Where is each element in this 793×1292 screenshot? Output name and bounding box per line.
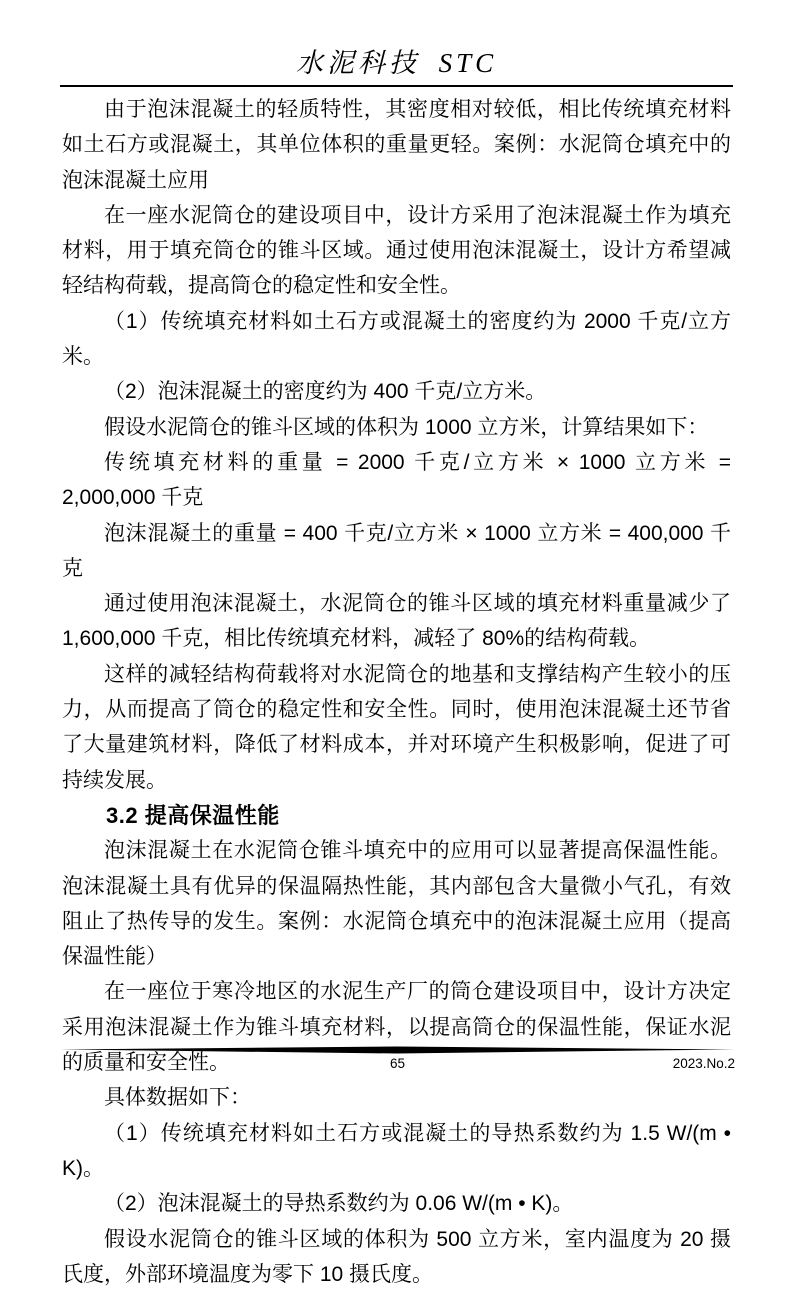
paragraph: 假设水泥筒仓的锥斗区域的体积为 500 立方米，室内温度为 20 摄氏度，外部环境温度为零下 10 摄氏度。 [62,1222,731,1292]
paragraph: 假设水泥筒仓的锥斗区域的体积为 1000 立方米，计算结果如下： [62,410,731,445]
journal-title: 水泥科技 STC [60,42,733,84]
paragraph: 具体数据如下： [62,1080,731,1115]
issue-number: 2023.No.2 [673,1054,735,1074]
paragraph: （2）泡沫混凝土的导热系数约为 0.06 W/(m • K)。 [62,1186,731,1221]
formula-line: 泡沫混凝土的重量 = 400 千克/立方米 × 1000 立方米 = 400,000 千克 [62,516,731,587]
paragraph: 在一座位于寒冷地区的水泥生产厂的筒仓建设项目中，设计方决定采用泡沫混凝土作为锥斗填充材料，以提高筒仓的保温性能，保证水泥的质量和安全性。 [62,974,731,1080]
document-body [62,92,731,1292]
page-footer [60,1046,735,1074]
paragraph: 这样的减轻结构荷载将对水泥筒仓的地基和支撑结构产生较小的压力，从而提高了筒仓的稳定性和安全性。同时，使用泡沫混凝土还节省了大量建筑材料，降低了材料成本，并对环境产生积极影响，促进了可持续发展。 [62,657,731,798]
paragraph: （2）泡沫混凝土的密度约为 400 千克/立方米。 [62,374,731,409]
page-header [60,0,733,84]
paragraph: 通过使用泡沫混凝土，水泥筒仓的锥斗区域的填充材料重量减少了 1,600,000 千克，相比传统填充材料，减轻了 80%的结构荷载。 [62,586,731,657]
paragraph: （1）传统填充材料如土石方或混凝土的导热系数约为 1.5 W/(m • K)。 [62,1116,731,1187]
formula-line: 传统填充材料的重量 = 2000 千克/立方米 × 1000 立方米 = 2,000,000 千克 [62,445,731,516]
paragraph: （1）传统填充材料如土石方或混凝土的密度约为 2000 千克/立方米。 [62,304,731,375]
paragraph: 在一座水泥筒仓的建设项目中，设计方采用了泡沫混凝土作为填充材料，用于填充筒仓的锥斗区域。通过使用泡沫混凝土，设计方希望减轻结构荷载，提高筒仓的稳定性和安全性。 [62,198,731,304]
page-number: 65 [60,1054,735,1074]
paragraph: 由于泡沫混凝土的轻质特性，其密度相对较低，相比传统填充材料如土石方或混凝土，其单位体积的重量更轻。案例：水泥筒仓填充中的泡沫混凝土应用 [62,92,731,198]
paragraph: 泡沫混凝土在水泥筒仓锥斗填充中的应用可以显著提高保温性能。泡沫混凝土具有优异的保温隔热性能，其内部包含大量微小气孔，有效阻止了热传导的发生。案例：水泥筒仓填充中的泡沫混凝土应用（提高保温性能） [62,833,731,974]
footer-row [60,1054,735,1074]
section-heading-3-2: 3.2 提高保温性能 [62,798,731,833]
header-rule [60,85,733,87]
footer-rule [60,1046,735,1054]
